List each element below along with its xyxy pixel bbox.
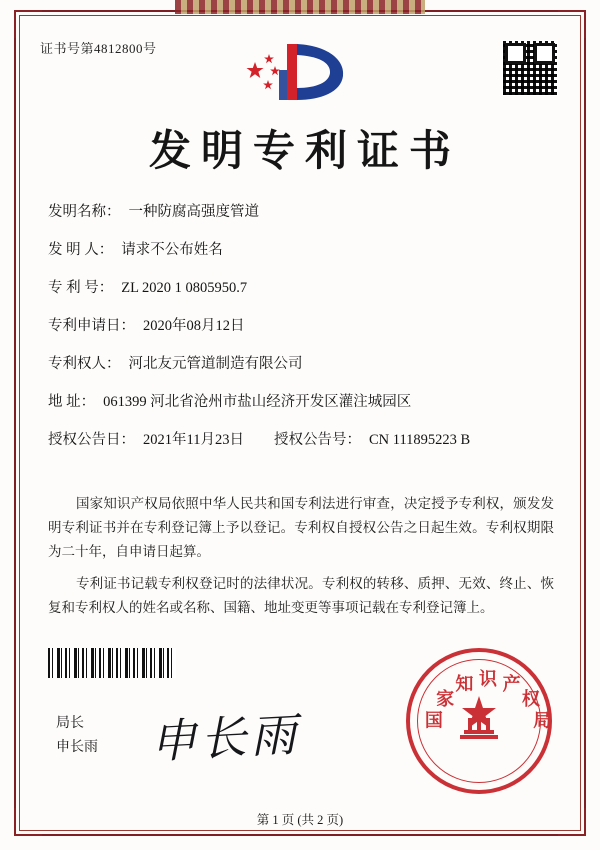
corner-ornament-top-right (558, 10, 586, 38)
field-colon: ： (120, 318, 135, 334)
national-emblem-seal-icon (406, 648, 552, 794)
seal-char-5: 权 (521, 689, 540, 710)
page-footer: 第 1 页 (共 2 页) (256, 813, 344, 827)
seal-char-0: 国 (424, 710, 443, 731)
field-value-patent-number: ZL 2020 1 0805950.7 (121, 280, 248, 296)
field-colon: ： (98, 242, 114, 258)
field-invention-name (48, 200, 552, 221)
field-application-date (48, 314, 552, 335)
seal-char-1: 家 (436, 689, 455, 710)
field-colon: ： (120, 432, 135, 448)
field-value-address: 061399 河北省沧州市盐山经济开发区灌注城园区 (103, 394, 412, 410)
barcode-icon (48, 648, 176, 678)
field-label: 发 明 人 (48, 242, 99, 258)
director-name: 申长雨 (56, 740, 98, 755)
field-label: 发明名称 (48, 204, 106, 220)
qr-code-icon (502, 40, 558, 96)
body-paragraph-2: 专利证书记载专利权登记时的法律状况。专利权的转移、质押、无效、终止、恢复和专利权人的姓名或名称、国籍、地址变更等事项记载在专利登记簿上。 (48, 576, 554, 615)
seal-char-4: 产 (502, 674, 521, 695)
field-grant-announcement (48, 428, 552, 449)
grant-date-value: 2021年11月23日 (143, 432, 244, 448)
field-colon: ： (98, 280, 114, 296)
corner-ornament-top-left (14, 10, 42, 38)
director-title-label: 局长 (56, 716, 84, 731)
body-paragraph-1: 国家知识产权局依照中华人民共和国专利法进行审查，决定授予专利权，颁发发明专利证书并在专利登记簿上予以登记。专利权自授权公告之日起生效。专利权期限为二十年，自申请日起算。 (48, 496, 554, 559)
field-colon: ： (80, 394, 96, 410)
cnipa-logo-icon (235, 36, 365, 108)
field-patent-number (48, 276, 552, 297)
page-title: 发明专利证书 (148, 129, 461, 175)
grant-number-value: CN 111895223 B (368, 432, 471, 448)
field-colon: ： (106, 204, 121, 220)
field-colon: ： (346, 432, 361, 448)
seal-characters (410, 652, 552, 790)
field-colon: ： (106, 356, 121, 372)
field-label: 专 利 号 (48, 280, 99, 296)
seal-char-3: 识 (479, 669, 497, 689)
field-value-invention-name: 一种防腐高强度管道 (128, 204, 259, 220)
seal-char-6: 局 (533, 710, 552, 731)
handwritten-signature: 申长雨 (148, 709, 302, 768)
field-value-inventor: 请求不公布姓名 (121, 242, 223, 258)
field-value-patentee: 河北友元管道制造有限公司 (128, 356, 303, 372)
grant-number-label: 授权公告号 (273, 432, 347, 448)
top-ornament (175, 0, 425, 14)
field-label: 专利申请日 (48, 318, 121, 334)
field-address (48, 390, 552, 411)
body-text (48, 492, 554, 628)
field-patentee (48, 352, 552, 373)
grant-date-label: 授权公告日 (48, 432, 121, 448)
field-inventor (48, 238, 552, 259)
field-list (48, 200, 552, 466)
field-value-application-date: 2020年08月12日 (143, 318, 245, 334)
field-label: 专利权人 (48, 356, 106, 372)
certificate-number: 证书号第4812800号 (40, 41, 157, 56)
seal-char-2: 知 (455, 674, 474, 695)
field-label: 地 址 (48, 394, 81, 410)
signature-block (56, 712, 98, 760)
grant-number-group (274, 428, 470, 449)
